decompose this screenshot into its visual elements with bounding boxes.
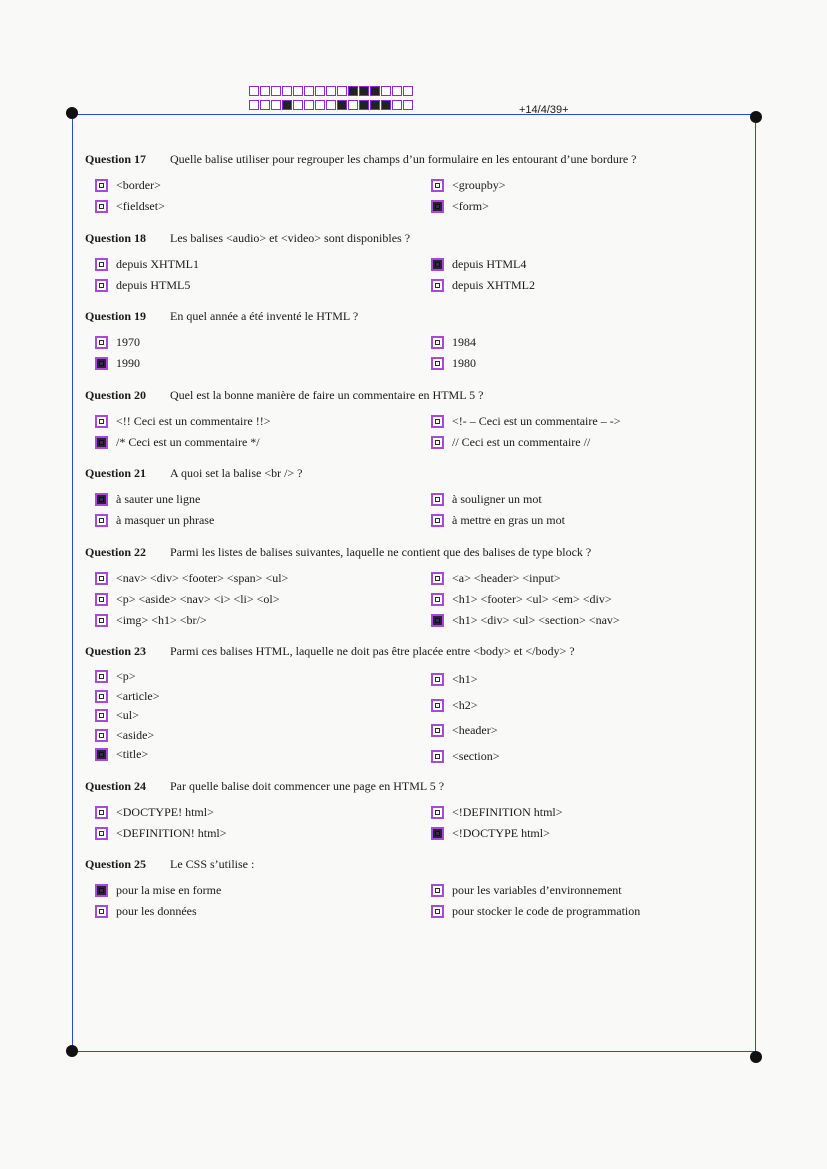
- answer-label: 1984: [452, 335, 476, 349]
- answer-label: <p>: [116, 669, 136, 684]
- id-code-row-2: [249, 100, 413, 112]
- code-square: [249, 100, 259, 110]
- answer-label: <h2>: [452, 697, 478, 712]
- answer-option[interactable]: [95, 568, 288, 589]
- answer-label: <!- – Ceci est un commentaire – ->: [452, 414, 621, 428]
- checkbox[interactable]: [95, 690, 108, 703]
- question-number: Question 19: [85, 309, 147, 323]
- answer-column-right: [431, 254, 535, 296]
- answer-column-left: [95, 667, 160, 765]
- answer-option[interactable]: [95, 802, 227, 823]
- checkbox[interactable]: [431, 572, 444, 585]
- checkbox[interactable]: [431, 699, 444, 712]
- answer-column-left: [95, 411, 270, 453]
- checkbox[interactable]: [95, 614, 108, 627]
- answer-option[interactable]: [95, 589, 288, 610]
- question-header: [85, 388, 755, 403]
- answer-column-right: [431, 568, 620, 631]
- answer-option[interactable]: [431, 175, 506, 196]
- question-text: Parmi ces balises HTML, laquelle ne doit pas être placée entre <body> et </body> ?: [170, 644, 575, 658]
- answer-column-left: [95, 489, 214, 531]
- answer-column-right: [431, 175, 506, 217]
- answer-option[interactable]: [431, 802, 563, 823]
- checkbox[interactable]: [95, 709, 108, 722]
- answer-label: pour les variables d’environnement: [452, 883, 622, 897]
- checkbox-checked[interactable]: [95, 357, 108, 370]
- answer-option[interactable]: [431, 823, 563, 844]
- question-text: A quoi set la balise <br /> ?: [170, 466, 303, 480]
- checkbox-checked[interactable]: [431, 200, 444, 213]
- code-square: [260, 86, 270, 96]
- question-text: Par quelle balise doit commencer une page en HTML 5 ?: [170, 779, 445, 793]
- answer-option[interactable]: [95, 432, 270, 453]
- question-text: Quelle balise utiliser pour regrouper les champs d’un formulaire en les entourant d’une bordure ?: [170, 152, 637, 166]
- answer-options: [85, 568, 755, 631]
- code-square: [271, 100, 281, 110]
- answer-option[interactable]: [431, 254, 535, 275]
- question-block: [85, 388, 755, 453]
- answer-label: depuis XHTML2: [452, 278, 535, 292]
- answer-option[interactable]: [431, 610, 620, 631]
- code-square: [249, 86, 259, 96]
- code-square: [403, 86, 413, 96]
- checkbox-checked[interactable]: [95, 493, 108, 506]
- checkbox[interactable]: [431, 750, 444, 763]
- answer-options: [85, 254, 755, 296]
- answer-label: <title>: [116, 747, 149, 762]
- answer-label: <ul>: [116, 708, 139, 723]
- checkbox[interactable]: [431, 415, 444, 428]
- answer-option[interactable]: [431, 510, 565, 531]
- question-block: [85, 857, 755, 922]
- answer-option[interactable]: [95, 510, 214, 531]
- code-square: [359, 100, 369, 110]
- checkbox[interactable]: [431, 724, 444, 737]
- answer-options: [85, 802, 755, 844]
- answer-column-left: [95, 332, 140, 374]
- question-number: Question 17: [85, 152, 147, 166]
- question-header: [85, 152, 755, 167]
- answer-option[interactable]: [95, 411, 270, 432]
- checkbox[interactable]: [431, 179, 444, 192]
- code-square: [293, 86, 303, 96]
- code-square: [370, 100, 380, 110]
- checkbox[interactable]: [95, 279, 108, 292]
- code-square: [359, 86, 369, 96]
- code-square: [392, 100, 402, 110]
- answer-label: pour stocker le code de programmation: [452, 904, 641, 918]
- answer-option[interactable]: [95, 175, 165, 196]
- answer-options: [85, 411, 755, 453]
- checkbox[interactable]: [95, 593, 108, 606]
- checkbox[interactable]: [95, 415, 108, 428]
- checkbox[interactable]: [431, 806, 444, 819]
- checkbox[interactable]: [95, 179, 108, 192]
- code-square: [337, 100, 347, 110]
- answer-label: <!DEFINITION html>: [452, 805, 563, 819]
- code-square: [348, 86, 358, 96]
- code-square: [282, 86, 292, 96]
- checkbox[interactable]: [95, 827, 108, 840]
- answer-label: <fieldset>: [116, 199, 165, 213]
- corner-mark-bottom-right: [750, 1051, 762, 1063]
- question-block: [85, 309, 755, 374]
- answer-label: à souligner un mot: [452, 492, 542, 506]
- answer-option[interactable]: [431, 589, 620, 610]
- checkbox-checked[interactable]: [431, 614, 444, 627]
- answer-label: <!DOCTYPE html>: [452, 826, 550, 840]
- answer-label: pour les données: [116, 904, 197, 918]
- question-block: [85, 644, 755, 765]
- question-block: [85, 466, 755, 531]
- question-number: Question 22: [85, 545, 147, 559]
- answer-label: pour la mise en forme: [116, 883, 222, 897]
- answer-label: <a> <header> <input>: [452, 571, 561, 585]
- answer-option[interactable]: [431, 880, 640, 901]
- question-block: [85, 779, 755, 844]
- answer-label: à mettre en gras un mot: [452, 513, 565, 527]
- checkbox[interactable]: [95, 670, 108, 683]
- question-number: Question 25: [85, 857, 147, 871]
- code-square: [293, 100, 303, 110]
- code-square: [337, 86, 347, 96]
- checkbox-checked[interactable]: [431, 258, 444, 271]
- corner-mark-bottom-left: [66, 1045, 78, 1057]
- code-square: [381, 100, 391, 110]
- answer-label: depuis XHTML1: [116, 257, 199, 271]
- checkbox[interactable]: [431, 279, 444, 292]
- question-number: Question 20: [85, 388, 147, 402]
- answer-label: <nav> <div> <footer> <span> <ul>: [116, 571, 289, 585]
- answer-label: // Ceci est un commentaire //: [452, 435, 591, 449]
- answer-option[interactable]: [431, 432, 620, 453]
- answer-option[interactable]: [431, 718, 500, 744]
- answer-column-left: [95, 880, 221, 922]
- question-header: [85, 545, 755, 560]
- question-number: Question 24: [85, 779, 147, 793]
- code-square: [304, 86, 314, 96]
- answer-label: 1970: [116, 335, 140, 349]
- answer-column-left: [95, 254, 199, 296]
- checkbox[interactable]: [431, 884, 444, 897]
- question-header: [85, 644, 755, 659]
- checkbox[interactable]: [431, 514, 444, 527]
- answer-label: <p> <aside> <nav> <i> <li> <ol>: [116, 592, 280, 606]
- checkbox[interactable]: [431, 357, 444, 370]
- question-header: [85, 231, 755, 246]
- answer-label: depuis HTML5: [116, 278, 191, 292]
- checkbox[interactable]: [431, 336, 444, 349]
- code-square: [282, 100, 292, 110]
- answer-option[interactable]: [95, 353, 140, 374]
- answer-option[interactable]: [95, 745, 160, 765]
- question-header: [85, 779, 755, 794]
- checkbox[interactable]: [431, 493, 444, 506]
- code-square: [370, 86, 380, 96]
- code-square: [381, 86, 391, 96]
- answer-option[interactable]: [431, 332, 476, 353]
- corner-mark-top-right: [750, 111, 762, 123]
- answer-option[interactable]: [95, 880, 221, 901]
- question-header: [85, 857, 755, 872]
- question-block: [85, 152, 755, 217]
- answer-label: <h1> <footer> <ul> <em> <div>: [452, 592, 612, 606]
- answer-option[interactable]: [95, 901, 221, 922]
- question-text: Quel est la bonne manière de faire un commentaire en HTML 5 ?: [170, 388, 484, 402]
- answer-label: à masquer un phrase: [116, 513, 215, 527]
- checkbox[interactable]: [95, 905, 108, 918]
- answer-options: [85, 880, 755, 922]
- answer-label: <section>: [452, 748, 500, 763]
- checkbox[interactable]: [95, 729, 108, 742]
- answer-label: <header>: [452, 723, 498, 738]
- answer-label: <form>: [452, 199, 489, 213]
- code-square: [271, 86, 281, 96]
- id-code-row-1: [249, 86, 413, 98]
- question-number: Question 23: [85, 644, 147, 658]
- answer-option[interactable]: [95, 610, 288, 631]
- code-square: [260, 100, 270, 110]
- answer-label: <h1> <div> <ul> <section> <nav>: [452, 613, 620, 627]
- answer-option[interactable]: [431, 353, 476, 374]
- answer-column-right: [431, 802, 563, 844]
- checkbox-checked[interactable]: [95, 884, 108, 897]
- answer-label: <img> <h1> <br/>: [116, 613, 207, 627]
- code-square: [348, 100, 358, 110]
- code-square: [326, 100, 336, 110]
- question-block: [85, 231, 755, 296]
- answer-label: <h1>: [452, 672, 478, 687]
- answer-column-right: [431, 411, 620, 453]
- code-square: [315, 100, 325, 110]
- answer-options: [85, 667, 755, 765]
- answer-option[interactable]: [95, 332, 140, 353]
- checkbox[interactable]: [431, 593, 444, 606]
- answer-label: à sauter une ligne: [116, 492, 201, 506]
- answer-column-left: [95, 802, 227, 844]
- checkbox[interactable]: [95, 336, 108, 349]
- answer-label: 1990: [116, 356, 140, 370]
- answer-options: [85, 175, 755, 217]
- answer-option[interactable]: [95, 489, 214, 510]
- checkbox-checked[interactable]: [95, 436, 108, 449]
- code-square: [403, 100, 413, 110]
- answer-options: [85, 489, 755, 531]
- answer-option[interactable]: [431, 489, 565, 510]
- checkbox[interactable]: [95, 200, 108, 213]
- checkbox[interactable]: [431, 436, 444, 449]
- answer-option[interactable]: [95, 823, 227, 844]
- answer-option[interactable]: [431, 411, 620, 432]
- code-square: [392, 86, 402, 96]
- question-header: [85, 309, 755, 324]
- answer-option[interactable]: [431, 667, 500, 693]
- answer-option[interactable]: [95, 254, 199, 275]
- corner-mark-top-left: [66, 107, 78, 119]
- answer-options: [85, 332, 755, 374]
- question-header: [85, 466, 755, 481]
- answer-label: 1980: [452, 356, 476, 370]
- answer-option[interactable]: [95, 687, 160, 707]
- answer-label: depuis HTML4: [452, 257, 527, 271]
- question-text: En quel année a été inventé le HTML ?: [170, 309, 359, 323]
- answer-option[interactable]: [431, 196, 506, 217]
- answer-label: <DOCTYPE! html>: [116, 805, 214, 819]
- checkbox[interactable]: [431, 905, 444, 918]
- answer-column-right: [431, 880, 640, 922]
- checkbox-checked[interactable]: [431, 827, 444, 840]
- answer-option[interactable]: [431, 693, 500, 719]
- question-number: Question 21: [85, 466, 147, 480]
- answer-option[interactable]: [431, 568, 620, 589]
- code-square: [304, 100, 314, 110]
- checkbox[interactable]: [95, 806, 108, 819]
- answer-option[interactable]: [431, 901, 640, 922]
- answer-label: <DEFINITION! html>: [116, 826, 227, 840]
- checkbox-checked[interactable]: [95, 748, 108, 761]
- answer-column-right: [431, 667, 500, 769]
- answer-label: <groupby>: [452, 178, 506, 192]
- code-square: [326, 86, 336, 96]
- answer-label: <article>: [116, 688, 160, 703]
- checkbox[interactable]: [95, 572, 108, 585]
- answer-column-right: [431, 489, 565, 531]
- code-square: [315, 86, 325, 96]
- answer-option[interactable]: [95, 275, 199, 296]
- answer-column-left: [95, 568, 288, 631]
- answer-option[interactable]: [431, 275, 535, 296]
- question-text: Les balises <audio> et <video> sont disponibles ?: [170, 231, 411, 245]
- answer-column-left: [95, 175, 165, 217]
- answer-option[interactable]: [431, 744, 500, 770]
- page-id: +14/4/39+: [519, 104, 569, 116]
- checkbox[interactable]: [431, 673, 444, 686]
- answer-label: <!! Ceci est un commentaire !!>: [116, 414, 271, 428]
- question-number: Question 18: [85, 231, 147, 245]
- answer-label: <border>: [116, 178, 161, 192]
- answer-column-right: [431, 332, 476, 374]
- question-text: Parmi les listes de balises suivantes, laquelle ne contient que des balises de type block ?: [170, 545, 592, 559]
- answer-option[interactable]: [95, 667, 160, 687]
- question-text: Le CSS s’utilise :: [170, 857, 255, 871]
- answer-option[interactable]: [95, 706, 160, 726]
- answer-option[interactable]: [95, 196, 165, 217]
- answer-label: <aside>: [116, 727, 155, 742]
- answer-option[interactable]: [95, 726, 160, 746]
- answer-label: /* Ceci est un commentaire */: [116, 435, 260, 449]
- checkbox[interactable]: [95, 258, 108, 271]
- checkbox[interactable]: [95, 514, 108, 527]
- question-block: [85, 545, 755, 631]
